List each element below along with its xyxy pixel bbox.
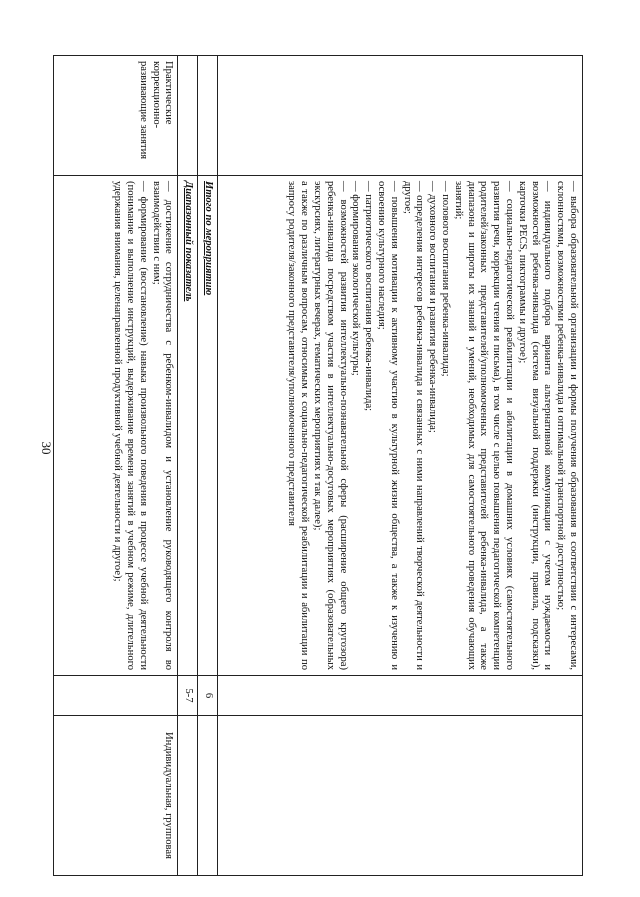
list-item: — формирование (восстановление) навыка произвольного поведения в процессе учебной деятельности (понимание и выполнение инструкций, выдерживание времени занятий в учебном режиме, длительного удержания внимания, целенаправленной продуктивной учебной деятельности и другое); bbox=[112, 181, 149, 670]
measure-name-cell bbox=[218, 56, 583, 176]
rotated-page bbox=[53, 55, 583, 875]
list-item: — выбора образовательной организации и формы получения образования в соответствии с интересами, склонностями, возможностями ребенка-инвалида и оптимальной транспортной доступностью; bbox=[555, 181, 579, 670]
list-item: — патриотического воспитания ребенка-инвалида; bbox=[363, 181, 375, 412]
form-cell bbox=[218, 716, 583, 876]
measure-content-cell bbox=[218, 176, 583, 676]
content-tail: а также по различным вопросам, относимым к социально-педагогической реабилитации и абилитации по запросу родителя/законного представителя/уполномоченного представителя bbox=[286, 181, 311, 670]
table-row bbox=[178, 56, 198, 876]
table-row bbox=[218, 56, 583, 876]
total-label: Итого по мероприятию bbox=[198, 176, 218, 676]
total-label-cell bbox=[198, 56, 218, 176]
measure-name: Практические коррекционно-развивающие занятия bbox=[54, 56, 178, 176]
list-item: — достижение сотрудничества с ребенком-инвалидом и установление руководящего контроля во взаимодействии с ним; bbox=[150, 181, 175, 670]
list-item: — индивидуального подбора варианта альтернативной коммуникации с учетом нуждаемости и возможностей ребенка-инвалида (система визуальной поддержки (инструкции, правила, подсказки), карточки PECS, пиктограммы и другое); bbox=[516, 181, 554, 670]
list-item: — полового воспитания ребенка-инвалида; bbox=[440, 181, 452, 377]
table-row bbox=[198, 56, 218, 876]
count-cell bbox=[218, 676, 583, 716]
range-value: 5-7 bbox=[178, 676, 198, 716]
table-row bbox=[54, 56, 178, 876]
range-label: Диапазонный показатель bbox=[178, 176, 198, 676]
list-item: — определения интересов ребенка-инвалида и связанных с ними направлений творческой деятельности и другое; bbox=[401, 181, 426, 670]
content-list bbox=[310, 181, 579, 670]
content-list bbox=[110, 181, 174, 670]
total-value: 6 bbox=[198, 676, 218, 716]
list-item: — формирования экологической культуры; bbox=[350, 181, 362, 376]
measure-content-cell bbox=[54, 176, 178, 676]
measures-table bbox=[53, 55, 583, 876]
list-item: — возможностей развития интеллектуально-познавательной сферы (расширение общего кругозора) ребенка-инвалида посредством участия в интеллектуально-досуговых мероприятиях (образовательных экскурсиях, литературных вечерах, тематических мероприятиях и так далее); bbox=[312, 181, 349, 670]
list-item: — духовного воспитания и развития ребенка-инвалида; bbox=[427, 181, 439, 433]
list-item: — повышения мотивации к активному участию в культурной жизни общества, а также к изучению и освоению культурного наследия; bbox=[376, 181, 400, 670]
page-number: 30 bbox=[39, 441, 54, 455]
list-item: — социально-педагогической реабилитации и абилитации в домашних условиях (самостоятельного развития речи, коррекции чтения и письма), в том числе с целью повышения педагогической компетенции родителей/законных представителей/уполномоченных представителей ребенка-инвалида, а также диапазона и широты их знаний и умений, необходимых для самостоятельного проведения обучающих занятий; bbox=[452, 181, 516, 670]
form-of-work: Индивидуальная, групповая bbox=[54, 716, 178, 876]
